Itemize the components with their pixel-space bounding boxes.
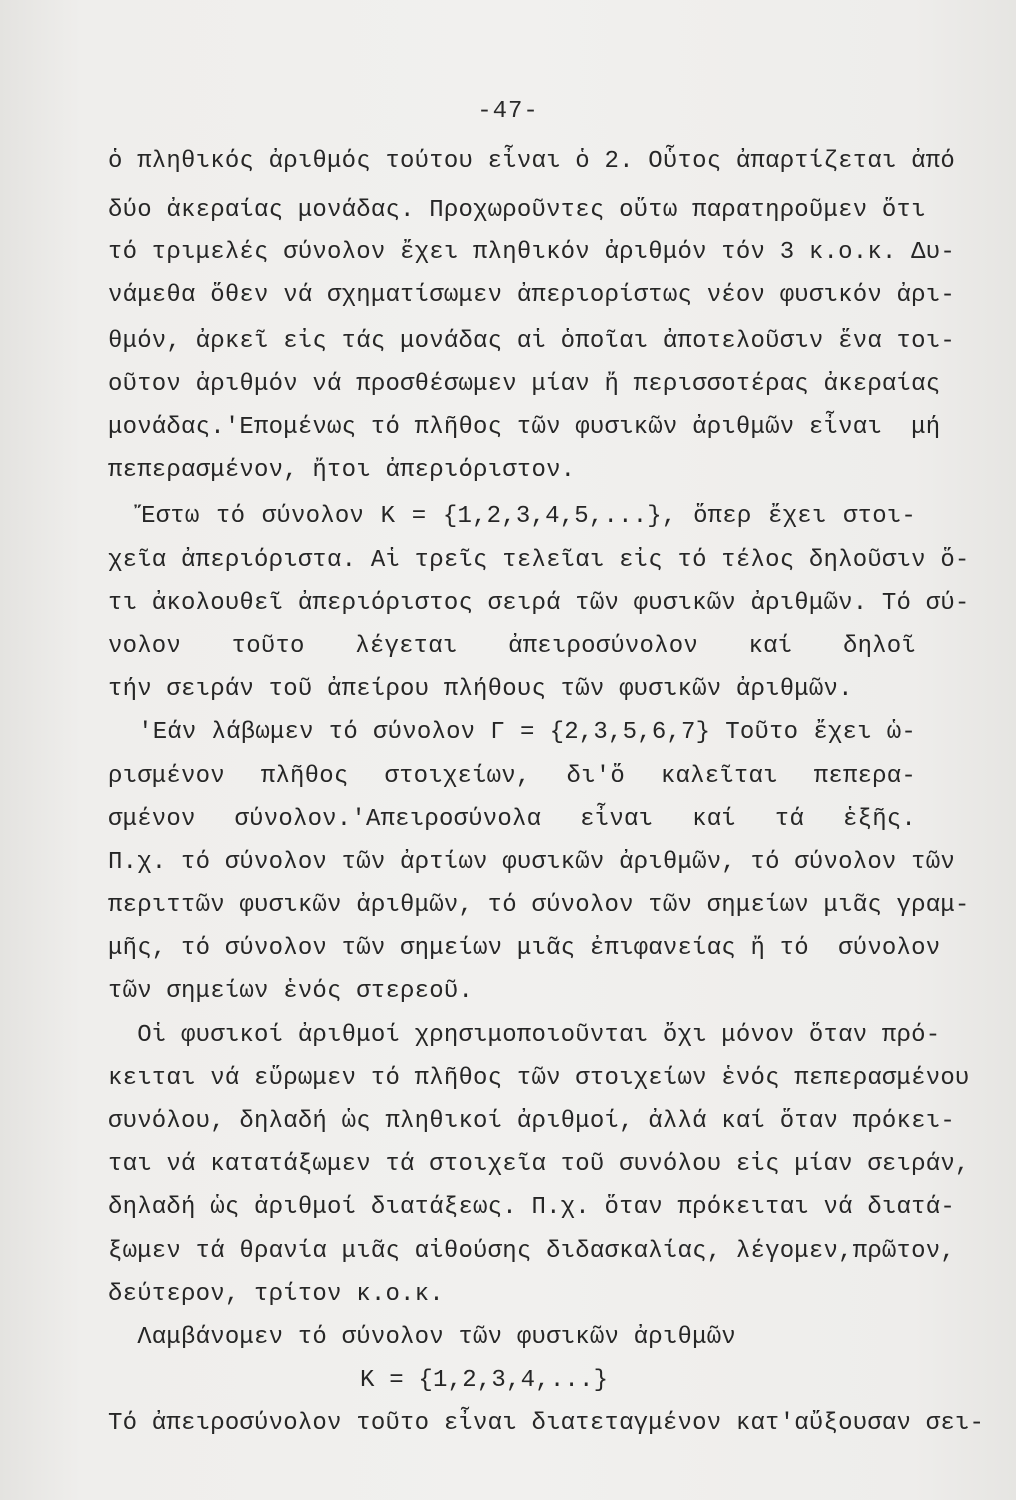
text-line: συνόλου, δηλαδή ὡς πληθικοί ἀριθμοί, ἀλλά καί ὅταν πρόκει- <box>108 1108 955 1135</box>
text-line: τήν σειράν τοῦ ἀπείρου πλήθους τῶν φυσικῶν ἀριθμῶν. <box>108 676 853 703</box>
text-line: μονάδας.'Επομένως τό πλῆθος τῶν φυσικῶν ἀριθμῶν εἶναι μή <box>108 414 941 441</box>
text-line: δεύτερον, τρίτον κ.ο.κ. <box>108 1281 444 1308</box>
text-line: Π.χ. τό σύνολον τῶν ἀρτίων φυσικῶν ἀριθμῶν, τό σύνολον τῶν <box>108 849 955 876</box>
text-line: περιττῶν φυσικῶν ἀριθμῶν, τό σύνολον τῶν σημείων μιᾶς γραμ- <box>108 892 970 919</box>
text-line: πεπερασμένον, ἤτοι ἀπεριόριστον. <box>108 457 576 484</box>
text-line: νολον τοῦτο λέγεται ἀπειροσύνολον καί δηλοῖ <box>108 633 916 660</box>
text-line: τό τριμελές σύνολον ἔχει πληθικόν ἀριθμόν τόν 3 κ.ο.κ. Δυ- <box>108 239 955 266</box>
text-line: ται νά κατατάξωμεν τά στοιχεῖα τοῦ συνόλου εἰς μίαν σειράν, <box>108 1151 970 1178</box>
text-line: Λαμβάνομεν τό σύνολον τῶν φυσικῶν ἀριθμῶν <box>108 1324 736 1351</box>
text-line: κειται νά εὕρωμεν τό πλῆθος τῶν στοιχείων ἑνός πεπερασμένου <box>108 1065 970 1092</box>
text-line: ὁ πληθικός ἀριθμός τούτου εἶναι ὁ 2. Οὗτος ἀπαρτίζεται ἀπό <box>108 148 955 175</box>
text-line: ρισμένον πλῆθος στοιχείων, δι'ὅ καλεῖται πεπερα- <box>108 763 916 790</box>
text-line: οῦτον ἀριθμόν νά προσθέσωμεν μίαν ἤ περισσοτέρας ἀκεραίας <box>108 371 941 398</box>
text-line: δηλαδή ὡς ἀριθμοί διατάξεως. Π.χ. ὅταν πρόκειται νά διατά- <box>108 1194 955 1221</box>
text-line: χεῖα ἀπεριόριστα. Αἱ τρεῖς τελεῖαι εἰς τό τέλος δηλοῦσιν ὅ- <box>108 547 970 574</box>
text-line: ξωμεν τά θρανία μιᾶς αἰθούσης διδασκαλίας, λέγομεν,πρῶτον, <box>108 1238 955 1265</box>
text-line: τι ἀκολουθεῖ ἀπεριόριστος σειρά τῶν φυσικῶν ἀριθμῶν. Τό σύ- <box>108 590 970 617</box>
text-line: 'Εάν λάβωμεν τό σύνολον Γ = {2,3,5,6,7} Τοῦτο ἔχει ὡ- <box>108 719 916 746</box>
text-line: Ἔστω τό σύνολον Κ = {1,2,3,4,5,...}, ὅπερ ἔχει στοι- <box>108 503 916 530</box>
text-line: Οἱ φυσικοί ἀριθμοί χρησιμοποιοῦνται ὄχι μόνον ὅταν πρό- <box>108 1022 941 1049</box>
text-line: Τό ἀπειροσύνολον τοῦτο εἶναι διατεταγμένον κατ'αὔξουσαν σει- <box>108 1410 985 1437</box>
text-line: θμόν, ἀρκεῖ εἰς τάς μονάδας αἱ ὁποῖαι ἀποτελοῦσιν ἕνα τοι- <box>108 328 955 355</box>
text-line: τῶν σημείων ἑνός στερεοῦ. <box>108 978 474 1005</box>
page-number: -47- <box>477 98 539 125</box>
text-line: δύο ἀκεραίας μονάδας. Προχωροῦντες οὕτω παρατηροῦμεν ὅτι <box>108 197 926 224</box>
text-line: σμένον σύνολον.'Απειροσύνολα εἶναι καί τά ἑξῆς. <box>108 806 916 833</box>
text-line: Κ = {1,2,3,4,...} <box>360 1367 609 1394</box>
text-line: νάμεθα ὅθεν νά σχηματίσωμεν ἀπεριορίστως νέον φυσικόν ἀρι- <box>108 282 955 309</box>
text-line: μῆς, τό σύνολον τῶν σημείων μιᾶς ἐπιφανείας ἤ τό σύνολον <box>108 935 941 962</box>
